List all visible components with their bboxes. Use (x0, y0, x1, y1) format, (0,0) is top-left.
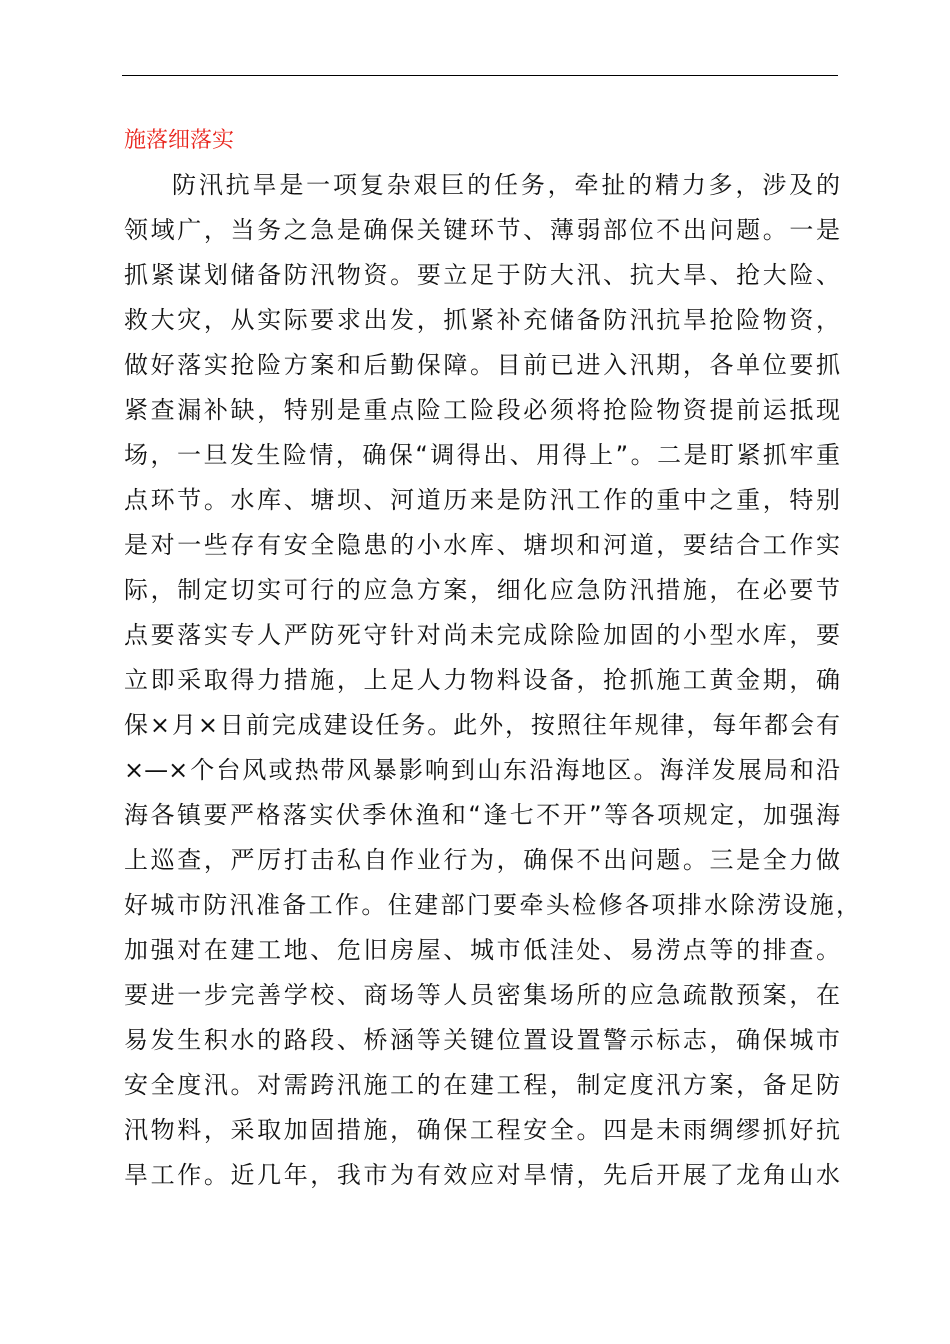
paragraph-line: ×—×个台风或热带风暴影响到山东沿海地区。海洋发展局和沿 (124, 756, 840, 784)
paragraph-line: 领域广，当务之急是确保关键环节、薄弱部位不出问题。一是 (124, 216, 840, 244)
paragraph-line: 际，制定切实可行的应急方案，细化应急防汛措施，在必要节 (124, 576, 840, 604)
paragraph-line: 要进一步完善学校、商场等人员密集场所的应急疏散预案，在 (124, 981, 840, 1009)
paragraph-line: 海各镇要严格落实伏季休渔和“逢七不开”等各项规定，加强海 (124, 801, 840, 829)
paragraph-line: 好城市防汛准备工作。住建部门要牵头检修各项排水除涝设施， (124, 891, 860, 919)
paragraph-line: 加强对在建工地、危旧房屋、城市低洼处、易涝点等的排查。 (124, 936, 840, 964)
header-rule (122, 75, 838, 76)
paragraph-line: 点要落实专人严防死守针对尚未完成除险加固的小型水库，要 (124, 621, 840, 649)
paragraph-line: 上巡查，严厉打击私自作业行为，确保不出问题。三是全力做 (124, 846, 840, 874)
paragraph-line: 易发生积水的路段、桥涵等关键位置设置警示标志，确保城市 (124, 1026, 840, 1054)
paragraph-line: 汛物料，采取加固措施，确保工程安全。四是未雨绸缪抓好抗 (124, 1116, 840, 1144)
paragraph-line: 做好落实抢险方案和后勤保障。目前已进入汛期，各单位要抓 (124, 351, 840, 379)
paragraph-line: 防汛抗旱是一项复杂艰巨的任务，牵扯的精力多，涉及的 (172, 171, 840, 199)
paragraph-line: 抓紧谋划储备防汛物资。要立足于防大汛、抗大旱、抢大险、 (124, 261, 840, 289)
paragraph-line: 旱工作。近几年，我市为有效应对旱情，先后开展了龙角山水 (124, 1161, 840, 1189)
paragraph-line: 紧查漏补缺，特别是重点险工险段必须将抢险物资提前运抵现 (124, 396, 840, 424)
section-heading: 施落细落实 (124, 128, 235, 153)
paragraph-line: 救大灾，从实际要求出发，抓紧补充储备防汛抗旱抢险物资， (124, 306, 840, 334)
paragraph-line: 立即采取得力措施，上足人力物料设备，抢抓施工黄金期，确 (124, 666, 840, 694)
paragraph-line: 点环节。水库、塘坝、河道历来是防汛工作的重中之重，特别 (124, 486, 840, 514)
paragraph-line: 安全度汛。对需跨汛施工的在建工程，制定度汛方案，备足防 (124, 1071, 840, 1099)
paragraph-line: 是对一些存有安全隐患的小水库、塘坝和河道，要结合工作实 (124, 531, 840, 559)
paragraph-line: 保×月×日前完成建设任务。此外，按照往年规律，每年都会有 (124, 711, 840, 739)
paragraph-line: 场，一旦发生险情，确保“调得出、用得上”。二是盯紧抓牢重 (124, 441, 840, 469)
